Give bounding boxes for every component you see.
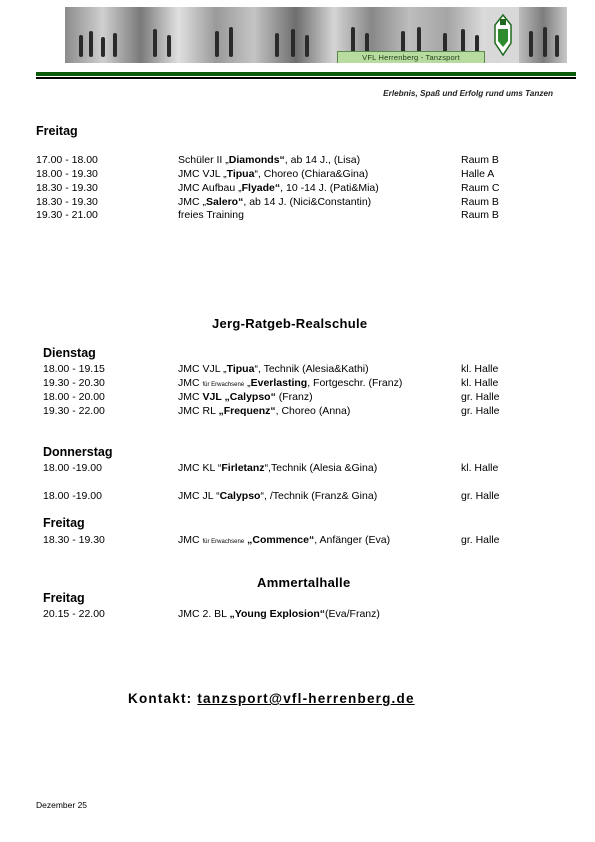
time-slot: 18.00 - 19.30 (36, 168, 98, 180)
course-description: JMC 2. BL „Young Explosion“(Eva/Franz) (178, 608, 380, 620)
time-slot: 19.30 - 20.30 (43, 377, 105, 389)
dance-photo (519, 7, 567, 63)
header-banner (65, 7, 567, 63)
time-slot: 19.30 - 22.00 (43, 405, 105, 417)
slogan: Erlebnis, Spaß und Erfolg rund ums Tanzen (383, 89, 553, 98)
time-slot: 19.30 - 21.00 (36, 209, 98, 221)
schedule-row (36, 195, 556, 209)
time-slot: 18.00 - 19.15 (43, 363, 105, 375)
header-rule (36, 72, 576, 76)
schedule-row (36, 153, 556, 167)
contact-label: Kontakt: (128, 691, 193, 706)
time-slot: 18.30 - 19.30 (43, 534, 105, 546)
day-heading: Freitag (36, 124, 78, 138)
day-heading: Freitag (43, 516, 85, 530)
schedule-row (43, 362, 563, 376)
course-description: JMC VJL „Tipua“, Technik (Alesia&Kathi) (178, 363, 369, 375)
schedule-row (36, 167, 556, 181)
time-slot: 18.00 - 20.00 (43, 391, 105, 403)
schedule-row (43, 533, 563, 547)
course-description: JMC RL „Frequenz“, Choreo (Anna) (178, 405, 351, 417)
venue-heading: Jerg-Ratgeb-Realschule (212, 316, 368, 331)
club-logo (489, 13, 517, 57)
schedule-row (43, 390, 563, 404)
schedule-row (43, 376, 563, 390)
room: gr. Halle (461, 534, 500, 546)
course-description: JMC „Salero“, ab 14 J. (Nici&Constantin) (178, 196, 372, 208)
schedule-row (43, 489, 563, 503)
course-description: JMC Aufbau „Flyade“, 10 -14 J. (Pati&Mia) (178, 182, 379, 194)
room: gr. Halle (461, 405, 500, 417)
room: gr. Halle (461, 490, 500, 502)
course-description: JMC VJL „Tipua“, Choreo (Chiara&Gina) (178, 168, 369, 180)
course-description: JMC KL “Firletanz“,Technik (Alesia &Gina) (178, 462, 378, 474)
course-description: JMC für Erwachsene „Everlasting, Fortgeschr. (Franz) (178, 377, 403, 389)
schedule-row (43, 461, 563, 475)
room: Raum B (461, 154, 499, 166)
room: kl. Halle (461, 462, 499, 474)
room: Raum B (461, 209, 499, 221)
contact-line (128, 691, 415, 706)
course-description: Schüler II „Diamonds“, ab 14 J., (Lisa) (178, 154, 361, 166)
room: Raum B (461, 196, 499, 208)
schedule-row (43, 607, 563, 621)
time-slot: 17.00 - 18.00 (36, 154, 98, 166)
brand-label: VFL Herrenberg - Tanzsport (337, 51, 485, 63)
time-slot: 20.15 - 22.00 (43, 608, 105, 620)
course-description: JMC JL “Calypso“, /Technik (Franz& Gina) (178, 490, 378, 502)
course-description: freies Training (178, 209, 244, 221)
schedule-row (36, 208, 556, 222)
day-heading: Freitag (43, 591, 85, 605)
day-heading: Dienstag (43, 346, 96, 360)
time-slot: 18.00 -19.00 (43, 490, 102, 502)
time-slot: 18.30 - 19.30 (36, 196, 98, 208)
footer-date: Dezember 25 (36, 800, 88, 810)
schedule-row (36, 181, 556, 195)
room: gr. Halle (461, 391, 500, 403)
header-rule-dark (36, 77, 576, 79)
room: kl. Halle (461, 363, 499, 375)
time-slot: 18.00 -19.00 (43, 462, 102, 474)
course-description: JMC VJL „Calypso“ (Franz) (178, 391, 313, 403)
contact-email-link[interactable]: tanzsport@vfl-herrenberg.de (197, 691, 415, 706)
day-heading: Donnerstag (43, 445, 113, 459)
venue-heading: Ammertalhalle (257, 575, 351, 590)
schedule-row (43, 404, 563, 418)
time-slot: 18.30 - 19.30 (36, 182, 98, 194)
room: Raum C (461, 182, 500, 194)
room: kl. Halle (461, 377, 499, 389)
room: Halle A (461, 168, 495, 180)
course-description: JMC für Erwachsene „Commence“, Anfänger (Eva) (178, 534, 391, 546)
